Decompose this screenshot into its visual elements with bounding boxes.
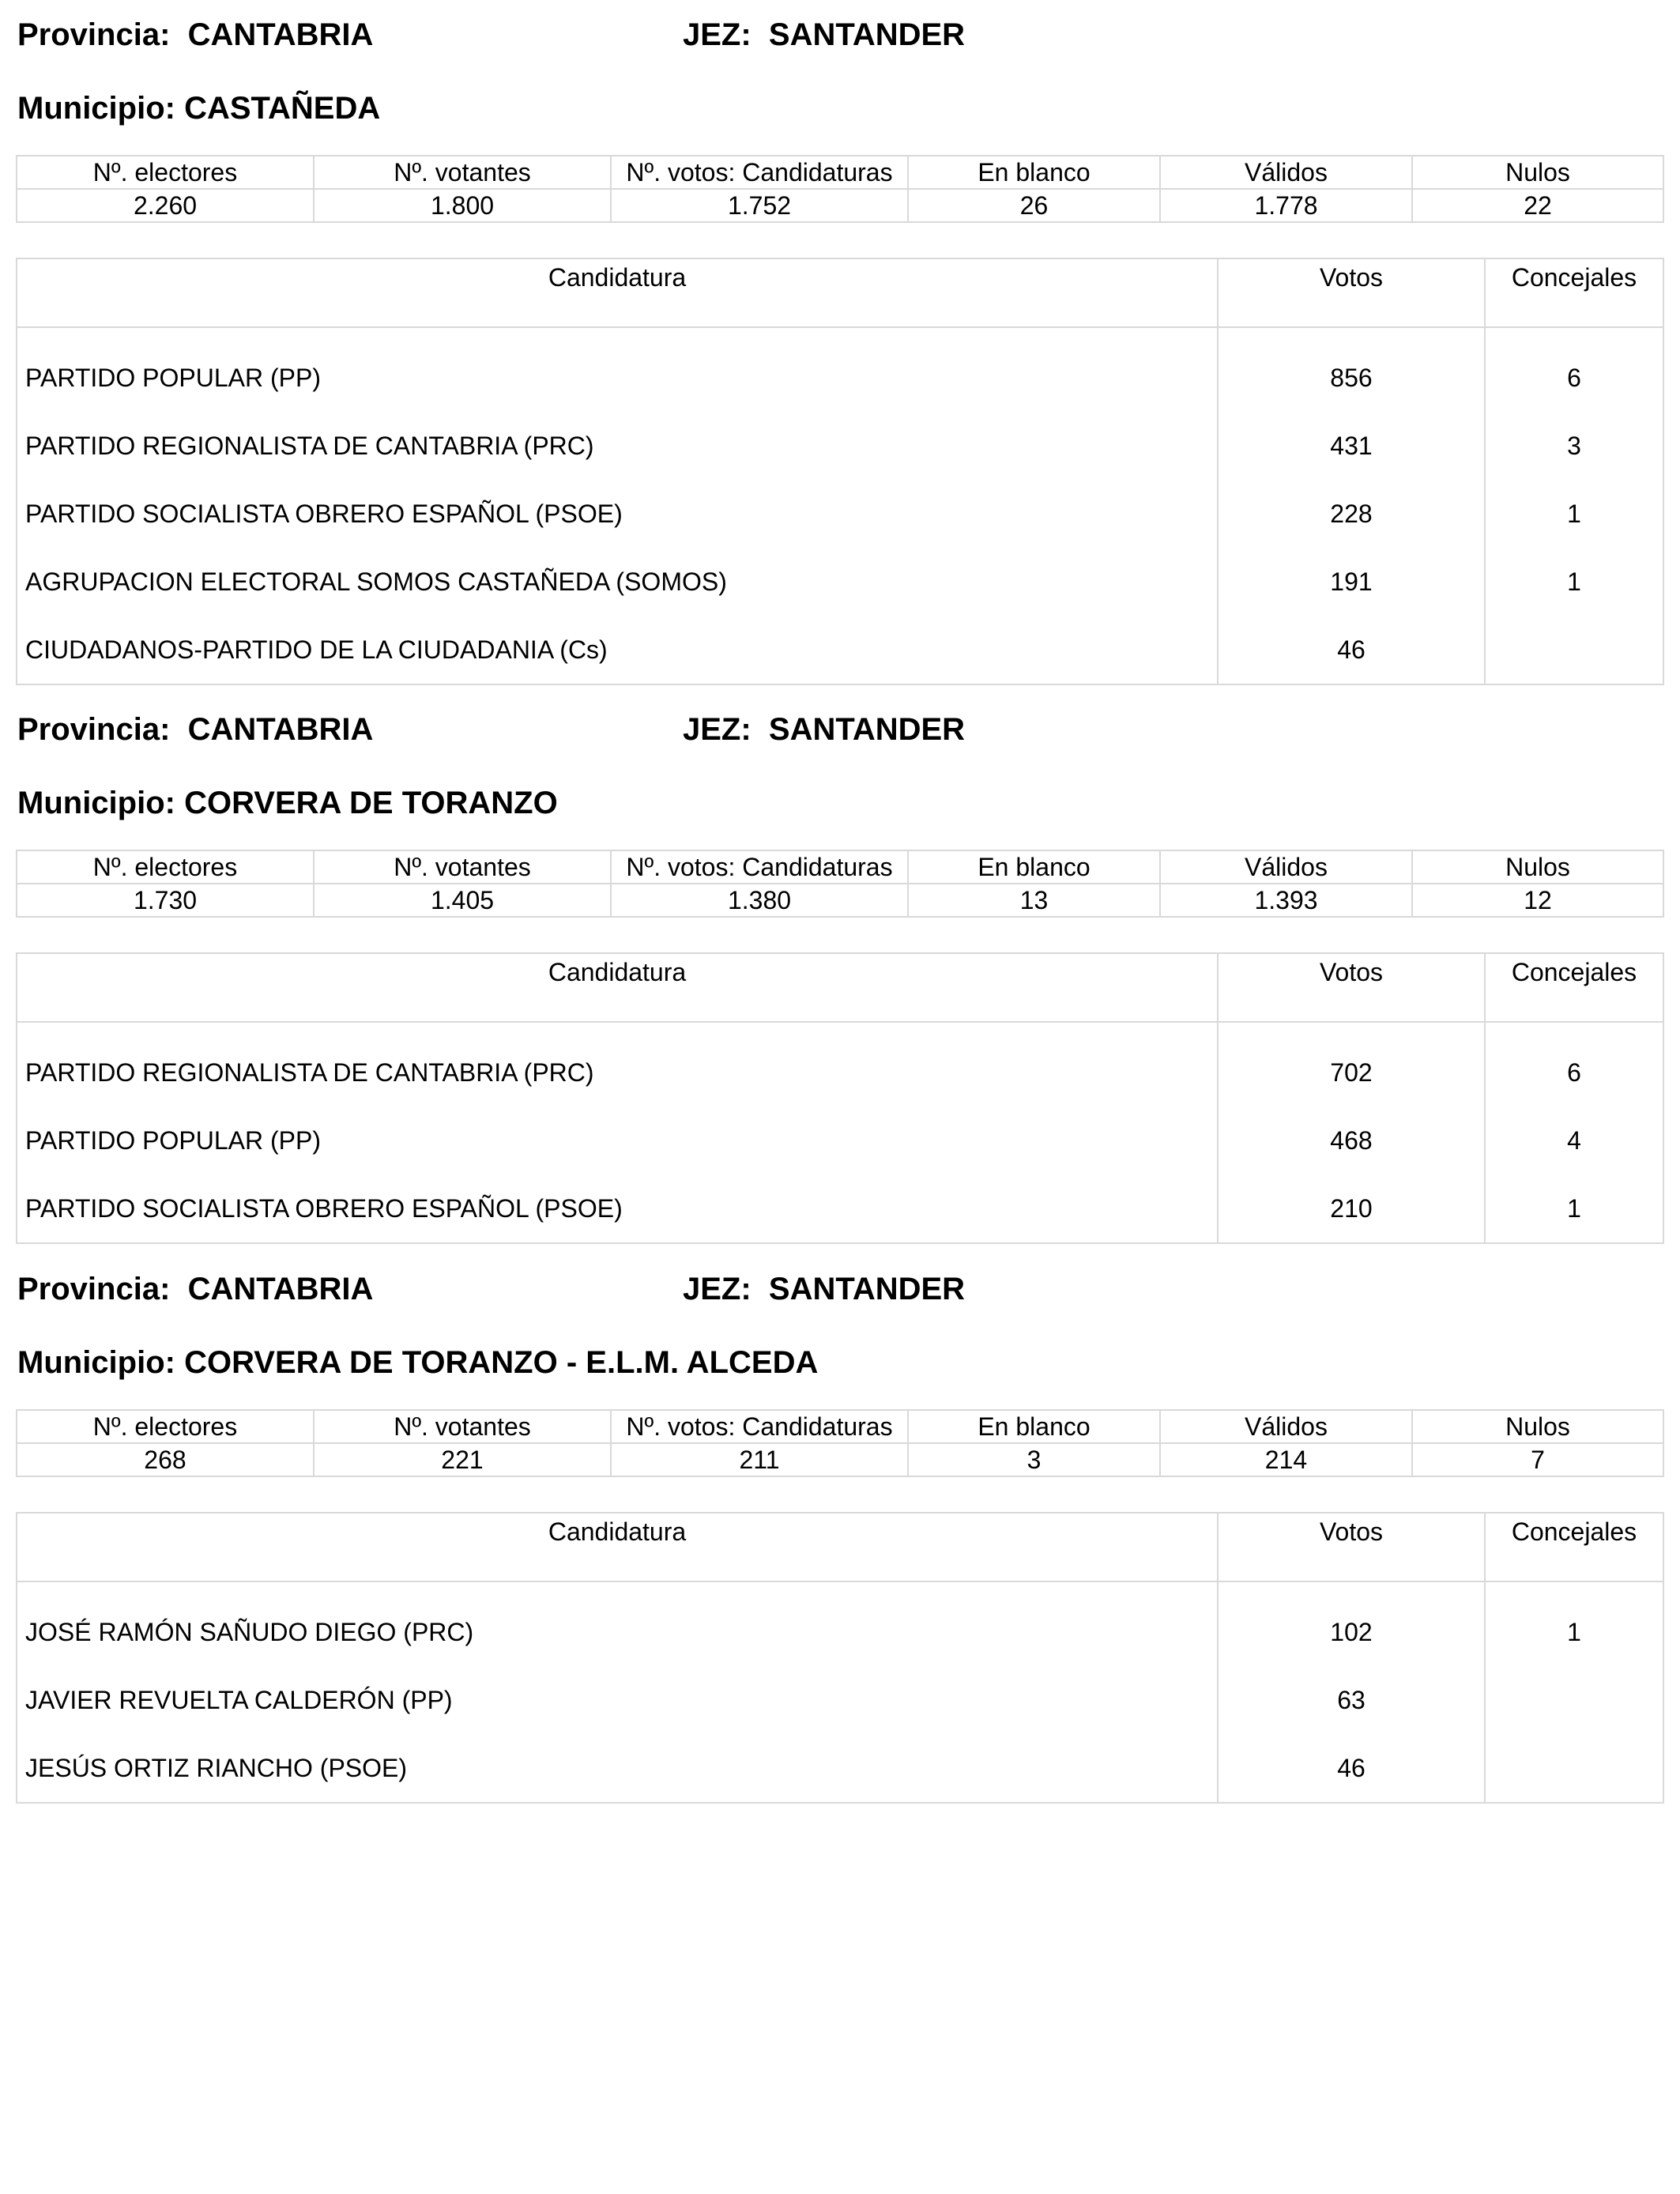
candidate-seats: 3: [1485, 412, 1663, 480]
summary-value: 214: [1160, 1443, 1412, 1476]
summary-value: 1.380: [611, 884, 908, 917]
spacer-cell: [1485, 327, 1663, 344]
provincia-label: Provincia:: [17, 1272, 171, 1306]
jez-value: SANTANDER: [768, 1272, 966, 1306]
candidate-votes: 46: [1218, 1734, 1485, 1803]
candidate-seats: [1485, 616, 1663, 684]
candidate-row: [17, 412, 1663, 480]
summary-header: Válidos: [1160, 850, 1412, 884]
spacer-row: [17, 1022, 1663, 1039]
candidate-seats: 4: [1485, 1106, 1663, 1174]
jez-field: [683, 1265, 965, 1313]
municipio-field: [17, 85, 380, 132]
spacer-cell: [1485, 1022, 1663, 1039]
municipio-field: [17, 1339, 818, 1386]
summary-value: 2.260: [17, 189, 314, 222]
jez-value: SANTANDER: [768, 17, 966, 52]
candidate-row: [17, 1598, 1663, 1666]
candidate-name: AGRUPACION ELECTORAL SOMOS CASTAÑEDA (SOMOS): [17, 548, 1218, 616]
summary-value: 1.405: [314, 884, 611, 917]
candidate-name: CIUDADANOS-PARTIDO DE LA CIUDADANIA (Cs): [17, 616, 1218, 684]
candidate-name: JOSÉ RAMÓN SAÑUDO DIEGO (PRC): [17, 1598, 1218, 1666]
concejales-header: Concejales: [1485, 953, 1663, 1022]
candidates-table: [16, 258, 1664, 685]
summary-table: [16, 155, 1664, 223]
summary-header: Nº. votantes: [314, 156, 611, 189]
provincia-field: [17, 1265, 373, 1313]
candidates-table: [16, 952, 1664, 1244]
candidate-seats: 6: [1485, 344, 1663, 412]
candidate-row: [17, 1666, 1663, 1734]
summary-value: 13: [908, 884, 1160, 917]
candidatura-header: Candidatura: [17, 258, 1218, 327]
votos-header: Votos: [1218, 953, 1485, 1022]
candidate-votes: 228: [1218, 480, 1485, 548]
candidatura-header: Candidatura: [17, 953, 1218, 1022]
summary-value: 1.800: [314, 189, 611, 222]
candidate-row: [17, 1734, 1663, 1803]
spacer-cell: [1218, 1581, 1485, 1598]
candidate-votes: 856: [1218, 344, 1485, 412]
candidate-row: [17, 480, 1663, 548]
candidate-votes: 102: [1218, 1598, 1485, 1666]
header-line: [16, 1265, 1663, 1313]
summary-header: Nº. votantes: [314, 1410, 611, 1443]
jez-label: JEZ:: [683, 712, 751, 747]
candidate-seats: [1485, 1734, 1663, 1803]
candidate-votes: 468: [1218, 1106, 1485, 1174]
spacer-cell: [1218, 1022, 1485, 1039]
summary-header: Nulos: [1412, 1410, 1663, 1443]
jez-field: [683, 11, 965, 58]
jez-label: JEZ:: [683, 1272, 751, 1306]
provincia-value: CANTABRIA: [187, 17, 374, 52]
summary-header: Nulos: [1412, 850, 1663, 884]
jez-field: [683, 706, 965, 753]
summary-value: 3: [908, 1443, 1160, 1476]
provincia-field: [17, 11, 373, 58]
spacer-row: [17, 1581, 1663, 1598]
summary-value: 1.393: [1160, 884, 1412, 917]
candidate-seats: 1: [1485, 480, 1663, 548]
summary-header: Nº. votantes: [314, 850, 611, 884]
candidate-name: JESÚS ORTIZ RIANCHO (PSOE): [17, 1734, 1218, 1803]
candidate-votes: 46: [1218, 616, 1485, 684]
candidate-name: PARTIDO POPULAR (PP): [17, 1106, 1218, 1174]
provincia-field: [17, 706, 373, 753]
candidate-seats: 1: [1485, 548, 1663, 616]
candidate-name: PARTIDO REGIONALISTA DE CANTABRIA (PRC): [17, 1039, 1218, 1106]
municipio-label: Municipio:: [17, 91, 175, 126]
summary-table: [16, 1409, 1664, 1477]
provincia-label: Provincia:: [17, 712, 171, 747]
summary-value: 1.752: [611, 189, 908, 222]
provincia-value: CANTABRIA: [187, 1272, 374, 1306]
summary-value: 268: [17, 1443, 314, 1476]
summary-value: 1.730: [17, 884, 314, 917]
municipio-value: CORVERA DE TORANZO - E.L.M. ALCEDA: [184, 1345, 819, 1380]
summary-header: Nº. votos: Candidaturas: [611, 156, 908, 189]
candidate-row: [17, 1174, 1663, 1243]
candidates-header-row: [17, 1513, 1663, 1581]
summary-header: Nulos: [1412, 156, 1663, 189]
spacer-cell: [17, 327, 1218, 344]
candidate-row: [17, 1106, 1663, 1174]
municipio-label: Municipio:: [17, 1345, 175, 1380]
summary-value: 12: [1412, 884, 1663, 917]
summary-header: Nº. electores: [17, 1410, 314, 1443]
candidate-seats: 1: [1485, 1598, 1663, 1666]
votos-header: Votos: [1218, 1513, 1485, 1581]
candidate-row: [17, 344, 1663, 412]
summary-value: 1.778: [1160, 189, 1412, 222]
summary-header: Válidos: [1160, 1410, 1412, 1443]
candidate-votes: 210: [1218, 1174, 1485, 1243]
candidate-seats: [1485, 1666, 1663, 1734]
summary-value: 221: [314, 1443, 611, 1476]
provincia-label: Provincia:: [17, 17, 171, 52]
summary-header: En blanco: [908, 156, 1160, 189]
jez-value: SANTANDER: [768, 712, 966, 747]
summary-value: 7: [1412, 1443, 1663, 1476]
summary-header-row: [17, 156, 1663, 189]
candidates-table: [16, 1512, 1664, 1804]
spacer-row: [17, 327, 1663, 344]
summary-header: En blanco: [908, 850, 1160, 884]
candidates-header-row: [17, 258, 1663, 327]
summary-value-row: [17, 884, 1663, 917]
spacer-cell: [17, 1022, 1218, 1039]
summary-header: En blanco: [908, 1410, 1160, 1443]
summary-header: Nº. electores: [17, 850, 314, 884]
municipio-value: CORVERA DE TORANZO: [184, 786, 558, 820]
summary-header: Nº. electores: [17, 156, 314, 189]
summary-header-row: [17, 850, 1663, 884]
candidate-seats: 1: [1485, 1174, 1663, 1243]
concejales-header: Concejales: [1485, 1513, 1663, 1581]
candidate-seats: 6: [1485, 1039, 1663, 1106]
summary-header: Nº. votos: Candidaturas: [611, 850, 908, 884]
candidate-name: PARTIDO POPULAR (PP): [17, 344, 1218, 412]
candidate-row: [17, 1039, 1663, 1106]
votos-header: Votos: [1218, 258, 1485, 327]
summary-value: 22: [1412, 189, 1663, 222]
concejales-header: Concejales: [1485, 258, 1663, 327]
candidate-name: PARTIDO REGIONALISTA DE CANTABRIA (PRC): [17, 412, 1218, 480]
candidate-votes: 63: [1218, 1666, 1485, 1734]
spacer-cell: [17, 1581, 1218, 1598]
summary-header-row: [17, 1410, 1663, 1443]
summary-value: 26: [908, 189, 1160, 222]
provincia-value: CANTABRIA: [187, 712, 374, 747]
summary-table: [16, 850, 1664, 918]
summary-header: Nº. votos: Candidaturas: [611, 1410, 908, 1443]
candidate-row: [17, 616, 1663, 684]
summary-value: 211: [611, 1443, 908, 1476]
candidate-votes: 191: [1218, 548, 1485, 616]
jez-label: JEZ:: [683, 17, 751, 52]
candidate-name: JAVIER REVUELTA CALDERÓN (PP): [17, 1666, 1218, 1734]
summary-header: Válidos: [1160, 156, 1412, 189]
header-line: [16, 11, 1663, 58]
candidate-name: PARTIDO SOCIALISTA OBRERO ESPAÑOL (PSOE): [17, 480, 1218, 548]
municipio-label: Municipio:: [17, 786, 175, 820]
summary-value-row: [17, 189, 1663, 222]
municipio-value: CASTAÑEDA: [184, 91, 381, 126]
candidate-name: PARTIDO SOCIALISTA OBRERO ESPAÑOL (PSOE): [17, 1174, 1218, 1243]
candidate-votes: 431: [1218, 412, 1485, 480]
candidate-row: [17, 548, 1663, 616]
candidatura-header: Candidatura: [17, 1513, 1218, 1581]
municipio-field: [17, 779, 558, 827]
candidates-header-row: [17, 953, 1663, 1022]
summary-value-row: [17, 1443, 1663, 1476]
spacer-cell: [1218, 327, 1485, 344]
candidate-votes: 702: [1218, 1039, 1485, 1106]
spacer-cell: [1485, 1581, 1663, 1598]
header-line: [16, 706, 1663, 753]
